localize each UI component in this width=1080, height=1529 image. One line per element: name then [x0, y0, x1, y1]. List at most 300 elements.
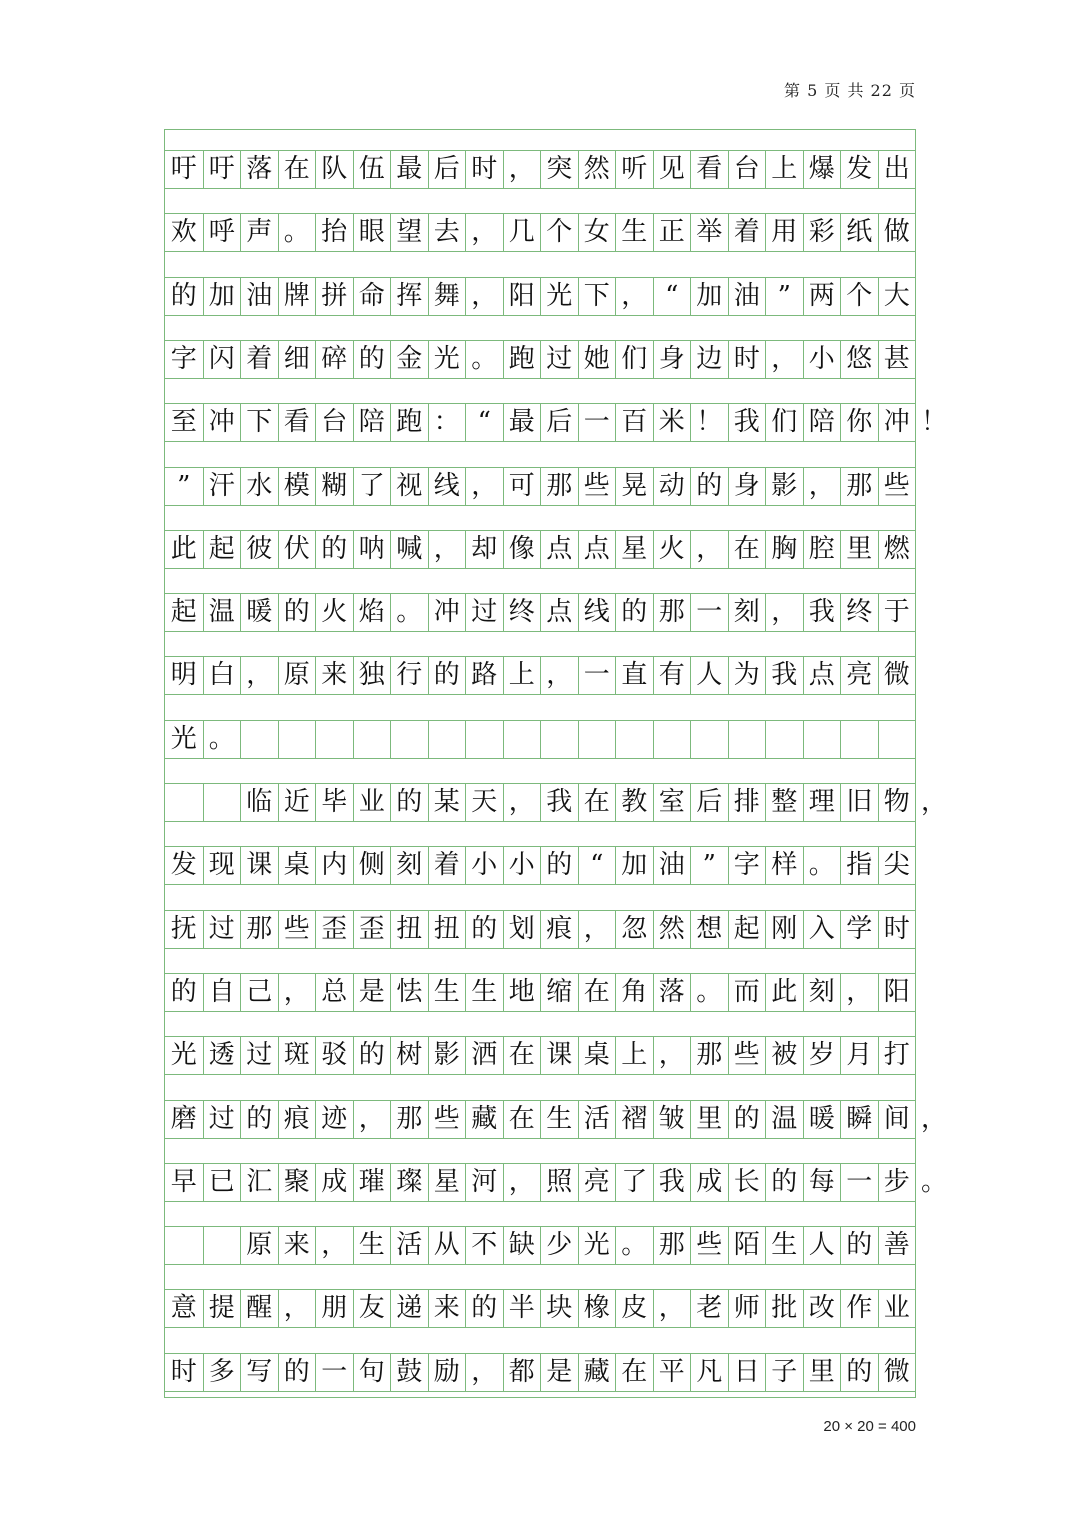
- grid-cell: 像: [503, 531, 541, 568]
- grid-cell: 那: [840, 468, 878, 505]
- grid-cell: 白: [203, 657, 241, 694]
- grid-cell: 跑: [390, 404, 428, 441]
- grid-cell: 微: [878, 1354, 916, 1391]
- grid-cell: 的: [540, 847, 578, 884]
- grid-cell: 打: [878, 1037, 916, 1074]
- grid-cell: 加: [203, 278, 241, 315]
- grid-cell: 有: [653, 657, 691, 694]
- grid-cell: 模: [278, 468, 316, 505]
- grid-cell: 听: [615, 151, 653, 188]
- grid-cell: 那: [540, 468, 578, 505]
- grid-cell: 拼: [315, 278, 353, 315]
- grid-cell: 那: [653, 594, 691, 631]
- grid-cell: 舞: [428, 278, 466, 315]
- grid-cell: 刚: [765, 911, 803, 948]
- grid-cell: 批: [765, 1290, 803, 1327]
- grid-row: [165, 846, 915, 885]
- grid-cell: 生: [465, 974, 503, 1011]
- grid-cell: 抚: [170, 913, 197, 944]
- grid-cell: 指: [840, 847, 878, 884]
- grid-cell: 些: [728, 1037, 766, 1074]
- grid-cell: 时: [465, 151, 503, 188]
- grid-cell: 正: [653, 214, 691, 251]
- grid-cell: [165, 784, 203, 821]
- grid-cell: 加: [690, 278, 728, 315]
- grid-cell: 。: [690, 974, 728, 1011]
- grid-cell: 影: [428, 1037, 466, 1074]
- grid-row: [165, 720, 915, 759]
- grid-cell: 日: [728, 1354, 766, 1391]
- grid-cell: ：: [428, 404, 466, 441]
- grid-cell: 台: [315, 404, 353, 441]
- grid-cell: 的: [765, 1164, 803, 1201]
- grid-cell: 排: [728, 784, 766, 821]
- grid-cell: 我: [653, 1164, 691, 1201]
- grid-cell: 的: [315, 531, 353, 568]
- grid-cell: 。: [465, 341, 503, 378]
- grid-cell: 小: [803, 341, 841, 378]
- grid-cell: 醒: [240, 1290, 278, 1327]
- grid-cell: 旧: [840, 784, 878, 821]
- grid-cell: 子: [765, 1354, 803, 1391]
- grid-cell: 在: [578, 974, 616, 1011]
- grid-row: [165, 467, 915, 506]
- grid-cell: 可: [503, 468, 541, 505]
- grid-cell: 然: [653, 911, 691, 948]
- grid-cell: 生: [615, 214, 653, 251]
- grid-cell: 划: [503, 911, 541, 948]
- grid-cell: 线: [578, 594, 616, 631]
- grid-cell: 原: [278, 657, 316, 694]
- grid-cell: 痕: [540, 911, 578, 948]
- grid-cell: 火: [315, 594, 353, 631]
- grid-cell: 出: [878, 151, 916, 188]
- grid-cell: 角: [615, 974, 653, 1011]
- grid-cell: ，: [803, 468, 841, 505]
- grid-cell: 阳: [878, 974, 916, 1011]
- grid-cell: 每: [803, 1164, 841, 1201]
- grid-cell: [803, 721, 841, 758]
- grid-cell: 队: [315, 151, 353, 188]
- grid-cell: 却: [465, 531, 503, 568]
- grid-cell: 腔: [803, 531, 841, 568]
- grid-cell: 过: [203, 1101, 241, 1138]
- grid-cell: 我: [765, 657, 803, 694]
- grid-cell: 自: [203, 974, 241, 1011]
- grid-row: [165, 593, 915, 632]
- grid-cell: 师: [728, 1290, 766, 1327]
- grid-row: [165, 1100, 948, 1139]
- grid-cell: 至: [170, 407, 197, 438]
- grid-cell: 天: [465, 784, 503, 821]
- grid-cell: 都: [503, 1354, 541, 1391]
- grid-cell: 油: [728, 278, 766, 315]
- grid-cell: 燃: [878, 531, 916, 568]
- grid-cell: 个: [540, 214, 578, 251]
- grid-cell: 做: [878, 214, 916, 251]
- grid-cell: 多: [203, 1354, 241, 1391]
- grid-cell: 光: [170, 723, 197, 754]
- grid-cell: 树: [390, 1037, 428, 1074]
- grid-cell: 水: [240, 468, 278, 505]
- grid-cell: 在: [503, 1037, 541, 1074]
- grid-cell: 生: [765, 1227, 803, 1264]
- grid-cell: 影: [765, 468, 803, 505]
- grid-cell: 朋: [315, 1290, 353, 1327]
- grid-cell: 下: [240, 404, 278, 441]
- grid-row: [165, 213, 915, 252]
- grid-cell: 见: [653, 151, 691, 188]
- grid-cell: [278, 721, 316, 758]
- grid-cell: 些: [428, 1101, 466, 1138]
- grid-cell: 阳: [503, 278, 541, 315]
- grid-cell: 百: [615, 404, 653, 441]
- grid-cell: 提: [203, 1290, 241, 1327]
- grid-cell: 课: [240, 847, 278, 884]
- grid-cell: 的: [170, 280, 197, 311]
- grid-cell: 业: [353, 784, 391, 821]
- grid-size-label: 20 × 20 = 400: [823, 1418, 916, 1435]
- grid-cell: 们: [615, 341, 653, 378]
- grid-cell: 歪: [353, 911, 391, 948]
- grid-cell: 过: [240, 1037, 278, 1074]
- grid-cell: 现: [203, 847, 241, 884]
- grid-cell: 望: [390, 214, 428, 251]
- grid-cell: 去: [428, 214, 466, 251]
- grid-cell: ，: [690, 531, 728, 568]
- grid-cell: 生: [428, 974, 466, 1011]
- grid-cell: ，: [765, 341, 803, 378]
- grid-cell: 一: [578, 404, 616, 441]
- grid-cell: 己: [240, 974, 278, 1011]
- grid-cell: ，: [615, 278, 653, 315]
- grid-cell: 光: [170, 1040, 197, 1071]
- grid-cell: [653, 721, 691, 758]
- grid-cell: 些: [578, 468, 616, 505]
- grid-cell: 爆: [803, 151, 841, 188]
- manuscript-grid: [164, 129, 948, 1398]
- grid-row: [165, 973, 915, 1012]
- grid-cell: 发: [170, 850, 197, 881]
- grid-cell: 行: [390, 657, 428, 694]
- grid-cell: 你: [840, 404, 878, 441]
- grid-cell: 我: [540, 784, 578, 821]
- grid-cell: 成: [690, 1164, 728, 1201]
- grid-cell: 我: [803, 594, 841, 631]
- grid-cell: 过: [540, 341, 578, 378]
- grid-cell: 陪: [353, 404, 391, 441]
- grid-cell: 冲: [878, 404, 916, 441]
- grid-cell: 伏: [278, 531, 316, 568]
- grid-cell: 后: [540, 404, 578, 441]
- grid-cell: 藏: [465, 1101, 503, 1138]
- grid-cell: 生: [353, 1227, 391, 1264]
- grid-cell: 晃: [615, 468, 653, 505]
- grid-cell: 痕: [278, 1101, 316, 1138]
- grid-cell: 一: [690, 594, 728, 631]
- grid-cell: 。: [803, 847, 841, 884]
- grid-cell: 尖: [878, 847, 916, 884]
- grid-cell: “: [578, 847, 616, 884]
- grid-cell: 油: [240, 278, 278, 315]
- grid-cell: 扭: [428, 911, 466, 948]
- grid-cell: 星: [615, 531, 653, 568]
- grid-cell: [578, 721, 616, 758]
- grid-cell: 了: [615, 1164, 653, 1201]
- grid-cell: 里: [840, 531, 878, 568]
- grid-cell: [503, 721, 541, 758]
- grid-cell: 悠: [840, 341, 878, 378]
- grid-cell: 时: [728, 341, 766, 378]
- grid-cell: 线: [428, 468, 466, 505]
- grid-cell: 活: [390, 1227, 428, 1264]
- grid-cell: 里: [690, 1101, 728, 1138]
- grid-cell: 身: [653, 341, 691, 378]
- grid-cell: 油: [653, 847, 691, 884]
- grid-cell: ，: [465, 468, 503, 505]
- grid-cell: [728, 721, 766, 758]
- grid-cell: 迹: [315, 1101, 353, 1138]
- grid-row: [165, 340, 915, 379]
- grid-cell: 褶: [615, 1101, 653, 1138]
- grid-cell: 凡: [690, 1354, 728, 1391]
- grid-cell: 少: [540, 1227, 578, 1264]
- grid-cell: “: [465, 404, 503, 441]
- grid-cell: 刻: [728, 594, 766, 631]
- grid-cell: 洒: [465, 1037, 503, 1074]
- grid-cell: 步: [878, 1164, 916, 1201]
- grid-cell: 缺: [503, 1227, 541, 1264]
- grid-cell: [353, 721, 391, 758]
- grid-cell: 写: [240, 1354, 278, 1391]
- grid-cell: 橡: [578, 1290, 616, 1327]
- grid-cell: 下: [578, 278, 616, 315]
- grid-cell: 字: [728, 847, 766, 884]
- grid-cell: 上: [615, 1037, 653, 1074]
- grid-cell: 教: [615, 784, 653, 821]
- grid-cell: [203, 784, 241, 821]
- grid-cell: ，: [428, 531, 466, 568]
- grid-cell: 扭: [390, 911, 428, 948]
- grid-cell: 吁: [170, 154, 197, 184]
- grid-cell: 改: [803, 1290, 841, 1327]
- grid-cell: [615, 721, 653, 758]
- grid-cell: 在: [503, 1101, 541, 1138]
- grid-row: [165, 403, 948, 442]
- grid-cell: ，: [353, 1101, 391, 1138]
- grid-cell: 总: [315, 974, 353, 1011]
- grid-cell: 然: [578, 151, 616, 188]
- grid-cell: 的: [690, 468, 728, 505]
- grid-cell: 边: [690, 341, 728, 378]
- grid-cell: [165, 1227, 203, 1264]
- grid-row: [165, 910, 915, 949]
- grid-cell: 驳: [315, 1037, 353, 1074]
- grid-cell: 透: [203, 1037, 241, 1074]
- grid-cell: 物: [878, 784, 916, 821]
- grid-cell: 在: [278, 151, 316, 188]
- grid-cell: [465, 721, 503, 758]
- grid-cell: 吁: [203, 151, 241, 188]
- grid-cell: 两: [803, 278, 841, 315]
- grid-cell: 璨: [390, 1164, 428, 1201]
- grid-cell: 着: [428, 847, 466, 884]
- grid-cell: 光: [428, 341, 466, 378]
- grid-cell: 作: [840, 1290, 878, 1327]
- grid-cell: 刻: [390, 847, 428, 884]
- grid-cell: 原: [240, 1227, 278, 1264]
- grid-cell: 瞬: [840, 1101, 878, 1138]
- grid-cell: 河: [465, 1164, 503, 1201]
- overflow-punctuation: 。: [921, 1166, 948, 1197]
- grid-cell: 句: [353, 1354, 391, 1391]
- grid-cell: 着: [728, 214, 766, 251]
- grid-cell: 起: [170, 597, 197, 628]
- grid-cell: 的: [728, 1101, 766, 1138]
- grid-cell: 过: [465, 594, 503, 631]
- grid-cell: ”: [177, 470, 191, 501]
- grid-cell: 。: [278, 214, 316, 251]
- grid-cell: 着: [240, 341, 278, 378]
- grid-cell: 些: [690, 1227, 728, 1264]
- grid-cell: 皮: [615, 1290, 653, 1327]
- grid-cell: ”: [690, 847, 728, 884]
- grid-cell: 伍: [353, 151, 391, 188]
- grid-cell: 跑: [503, 341, 541, 378]
- grid-cell: 聚: [278, 1164, 316, 1201]
- grid-cell: 彩: [803, 214, 841, 251]
- grid-cell: 。: [203, 721, 241, 758]
- grid-cell: ”: [765, 278, 803, 315]
- grid-cell: 后: [690, 784, 728, 821]
- grid-cell: 点: [803, 657, 841, 694]
- grid-cell: 眼: [353, 214, 391, 251]
- grid-cell: ，: [578, 911, 616, 948]
- grid-cell: 入: [803, 911, 841, 948]
- grid-cell: 亮: [840, 657, 878, 694]
- grid-cell: 块: [540, 1290, 578, 1327]
- grid-cell: 老: [690, 1290, 728, 1327]
- grid-cell: 大: [878, 278, 916, 315]
- grid-cell: 学: [840, 911, 878, 948]
- grid-cell: 友: [353, 1290, 391, 1327]
- grid-cell: 陌: [728, 1227, 766, 1264]
- grid-cell: 焰: [353, 594, 391, 631]
- grid-row: [165, 783, 948, 822]
- grid-cell: 藏: [578, 1354, 616, 1391]
- grid-cell: 终: [503, 594, 541, 631]
- grid-cell: 的: [465, 1290, 503, 1327]
- grid-cell: 喊: [390, 531, 428, 568]
- grid-cell: 独: [353, 657, 391, 694]
- grid-cell: 皱: [653, 1101, 691, 1138]
- grid-cell: 侧: [353, 847, 391, 884]
- grid-cell: 不: [465, 1227, 503, 1264]
- grid-cell: 鼓: [390, 1354, 428, 1391]
- grid-cell: 看: [690, 151, 728, 188]
- grid-cell: 路: [465, 657, 503, 694]
- grid-cell: 的: [840, 1227, 878, 1264]
- grid-cell: 闪: [203, 341, 241, 378]
- grid-cell: 细: [278, 341, 316, 378]
- grid-cell: 在: [728, 531, 766, 568]
- grid-cell: 励: [428, 1354, 466, 1391]
- grid-cell: 暖: [240, 594, 278, 631]
- grid-cell: 汇: [240, 1164, 278, 1201]
- grid-cell: ，: [503, 151, 541, 188]
- grid-cell: 桌: [278, 847, 316, 884]
- grid-cell: ，: [540, 657, 578, 694]
- grid-cell: 的: [353, 341, 391, 378]
- grid-cell: 微: [878, 657, 916, 694]
- grid-cell: 温: [765, 1101, 803, 1138]
- grid-cell: 意: [170, 1293, 197, 1324]
- grid-cell: 我: [728, 404, 766, 441]
- grid-cell: 那: [690, 1037, 728, 1074]
- grid-cell: 生: [540, 1101, 578, 1138]
- grid-cell: 温: [203, 594, 241, 631]
- grid-cell: 几: [503, 214, 541, 251]
- grid-cell: 的: [278, 1354, 316, 1391]
- overflow-punctuation: ！: [921, 407, 948, 438]
- grid-cell: 长: [728, 1164, 766, 1201]
- grid-cell: 的: [615, 594, 653, 631]
- grid-cell: 最: [503, 404, 541, 441]
- grid-cell: 冲: [428, 594, 466, 631]
- grid-cell: 命: [353, 278, 391, 315]
- grid-cell: 声: [240, 214, 278, 251]
- grid-cell: 斑: [278, 1037, 316, 1074]
- grid-row: [165, 150, 915, 189]
- grid-cell: 碎: [315, 341, 353, 378]
- grid-cell: 是: [540, 1354, 578, 1391]
- grid-cell: 加: [615, 847, 653, 884]
- grid-cell: ！: [690, 404, 728, 441]
- grid-cell: 终: [840, 594, 878, 631]
- grid-row: [165, 1036, 915, 1075]
- grid-cell: 落: [653, 974, 691, 1011]
- grid-cell: 在: [615, 1354, 653, 1391]
- overflow-punctuation: ，: [921, 1103, 948, 1134]
- grid-cell: 岁: [803, 1037, 841, 1074]
- grid-cell: 暖: [803, 1101, 841, 1138]
- grid-cell: 视: [390, 468, 428, 505]
- grid-cell: 来: [278, 1227, 316, 1264]
- grid-cell: 缩: [540, 974, 578, 1011]
- grid-cell: 看: [278, 404, 316, 441]
- grid-cell: 时: [878, 911, 916, 948]
- grid-cell: [878, 721, 916, 758]
- grid-cell: 的: [278, 594, 316, 631]
- grid-cell: 米: [653, 404, 691, 441]
- grid-cell: [765, 721, 803, 758]
- grid-cell: 磨: [170, 1103, 197, 1134]
- grid-cell: 汗: [203, 468, 241, 505]
- grid-cell: 。: [390, 594, 428, 631]
- grid-cell: 了: [353, 468, 391, 505]
- grid-cell: 想: [690, 911, 728, 948]
- grid-cell: 上: [765, 151, 803, 188]
- grid-row: [165, 277, 915, 316]
- grid-cell: 光: [578, 1227, 616, 1264]
- grid-cell: 的: [170, 976, 197, 1007]
- grid-cell: 一: [840, 1164, 878, 1201]
- grid-cell: 上: [503, 657, 541, 694]
- grid-cell: ，: [278, 974, 316, 1011]
- grid-cell: 刻: [803, 974, 841, 1011]
- grid-cell: [203, 1227, 241, 1264]
- grid-cell: 的: [840, 1354, 878, 1391]
